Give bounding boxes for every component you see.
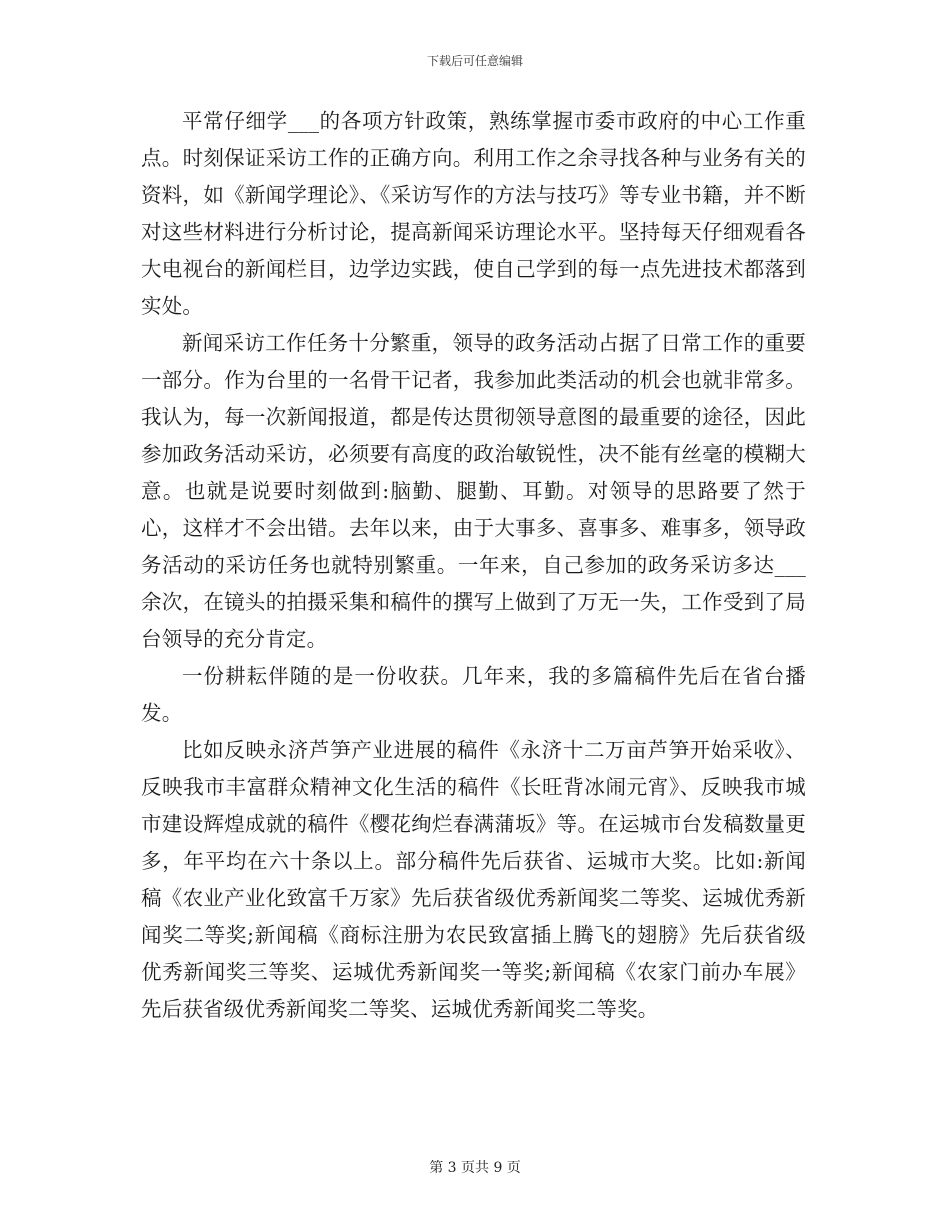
document-body bbox=[141, 103, 806, 1028]
paragraph-political-interviews: 新闻采访工作任务十分繁重，领导的政务活动占据了日常工作的重要一部分。作为台里的一名骨干记者，我参加此类活动的机会也就非常多。我认为，每一次新闻报道，都是传达贯彻领导意图的最重要的途径，因此参加政务活动采访，必须要有高度的政治敏锐性，决不能有丝毫的模糊大意。也就是说要时刻做到:脑勤、腿勤、耳勤。对领导的思路要了然于心，这样才不会出错。去年以来，由于大事多、喜事多、难事多，领导政务活动的采访任务也就特别繁重。一年来，自己参加的政务采访多达___余次，在镜头的拍摄采集和稿件的撰写上做到了万无一失，工作受到了局台领导的充分肯定。 bbox=[141, 331, 806, 651]
paragraph-study: 平常仔细学___的各项方针政策，熟练掌握市委市政府的中心工作重点。时刻保证采访工作的正确方向。利用工作之余寻找各种与业务有关的资料，如《新闻学理论》、《采访写作的方法与技巧》等专业书籍，并不断对这些材料进行分析讨论，提高新闻采访理论水平。坚持每天仔细观看各大电视台的新闻栏目，边学边实践，使自己学到的每一点先进技术都落到实处。 bbox=[141, 109, 806, 318]
page-header: 下载后可任意编辑 bbox=[426, 54, 523, 68]
paragraph-harvest: 一份耕耘伴随的是一份收获。几年来，我的多篇稿件先后在省台播发。 bbox=[141, 664, 806, 725]
paragraph-awards: 比如反映永济芦笋产业进展的稿件《永济十二万亩芦笋开始采收》、反映我市丰富群众精神文化生活的稿件《长旺背冰闹元宵》、反映我市城市建设辉煌成就的稿件《樱花绚烂春满蒲坂》等。在运城市台发稿数量更多，年平均在六十条以上。部分稿件先后获省、运城市大奖。比如:新闻稿《农业产业化致富千万家》先后获省级优秀新闻奖二等奖、运城优秀新闻奖二等奖;新闻稿《商标注册为农民致富插上腾飞的翅膀》先后获省级优秀新闻奖三等奖、运城优秀新闻奖一等奖;新闻稿《农家门前办车展》先后获省级优秀新闻奖二等奖、运城优秀新闻奖二等奖。 bbox=[141, 738, 806, 1021]
page-number: 第 3 页共 9 页 bbox=[429, 1160, 521, 1176]
